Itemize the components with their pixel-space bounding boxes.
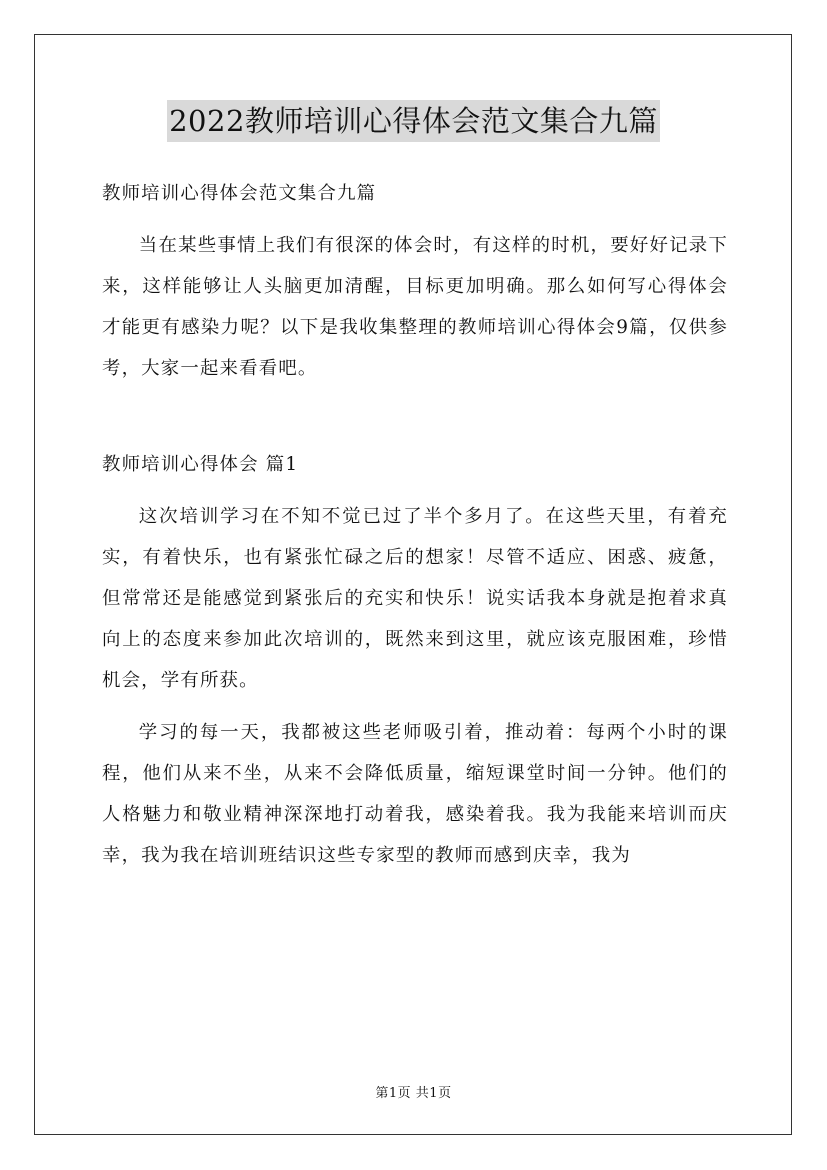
spacer: [102, 701, 728, 712]
section-heading: 教师培训心得体会 篇1: [102, 454, 299, 475]
document-title: 2022教师培训心得体会范文集合九篇: [167, 100, 660, 142]
spacer: [102, 389, 728, 444]
document-subtitle: 教师培训心得体会范文集合九篇: [102, 183, 377, 204]
body-paragraph: 学习的每一天，我都被这些老师吸引着，推动着：每两个小时的课程，他们从来不坐，从来不会降低质量，缩短课堂时间一分钟。他们的人格魅力和敬业精神深深地打动着我，感染着我。我为我能来培训而庆幸，我为我在培训班结识这些专家型的教师而感到庆幸，我为: [102, 722, 728, 866]
page-footer: 第1页 共1页: [375, 1086, 452, 1101]
spacer: [102, 214, 728, 225]
body-paragraph: 这次培训学习在不知不觉已过了半个多月了。在这些天里，有着充实，有着快乐，也有紧张忙碌之后的想家！尽管不适应、困惑、疲惫，但常常还是能感觉到紧张后的充实和快乐！说实话我本身就是抱着求真向上的态度来参加此次培训的，既然来到这里，就应该克服困难，珍惜机会，学有所获。: [102, 506, 728, 691]
intro-paragraph: 当在某些事情上我们有很深的体会时，有这样的时机，要好好记录下来，这样能够让人头脑更加清醒，目标更加明确。那么如何写心得体会才能更有感染力呢？以下是我收集整理的教师培训心得体会9篇，仅供参考，大家一起来看看吧。: [102, 235, 728, 379]
document-body: [102, 173, 728, 876]
spacer: [102, 485, 728, 496]
title-container: [0, 100, 827, 142]
